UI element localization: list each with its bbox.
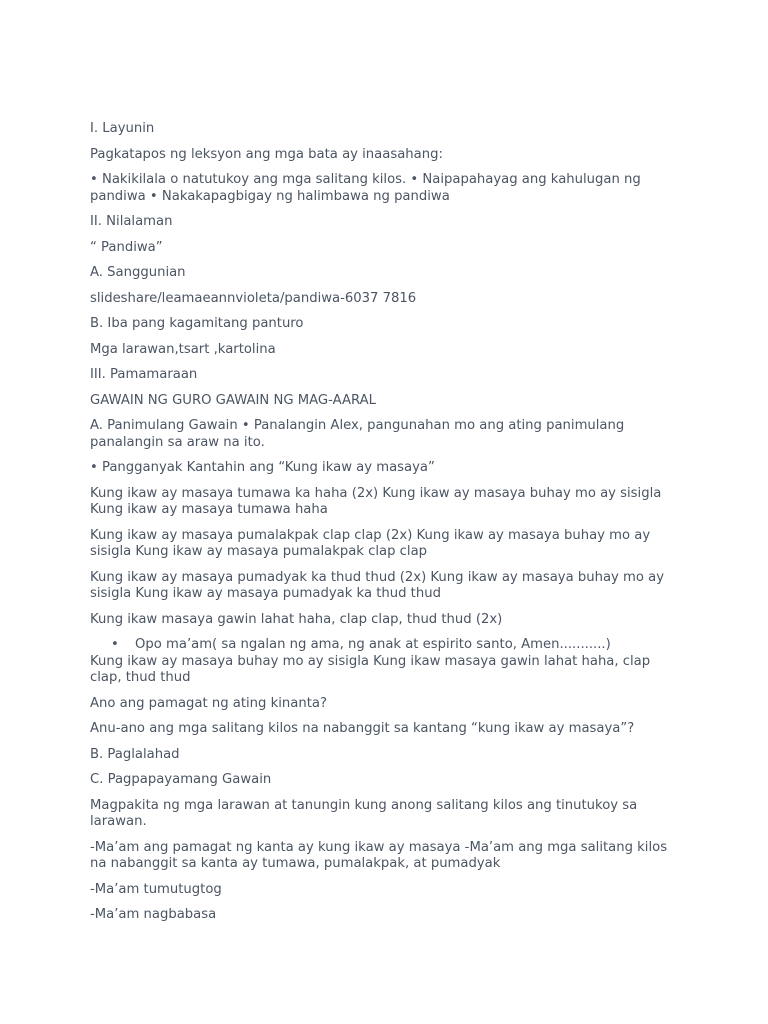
heading-paglalahad: B. Paglalahad <box>90 746 180 762</box>
paragraph-pangganyak: • Pangganyak Kantahin ang “Kung ikaw ay masaya” <box>90 460 435 475</box>
paragraph-question-1: Ano ang pamagat ng ating kinanta? <box>90 695 327 711</box>
heading-kagamitan: B. Iba pang kagamitang panturo <box>90 316 304 331</box>
heading-sanggunian: A. Sanggunian <box>90 265 186 280</box>
document-page <box>90 121 680 933</box>
paragraph-topic: “ Pandiwa” <box>90 239 163 255</box>
paragraph-song-verse-2: Kung ikaw ay masaya pumalakpak clap clap (2x) Kung ikaw ay masaya buhay mo ay sisigla Kung ikaw ay masaya pumalakpak clap clap <box>90 527 651 559</box>
heading-pagpapayamang-gawain: C. Pagpapayamang Gawain <box>90 772 272 787</box>
paragraph-panimulang-gawain: A. Panimulang Gawain • Panalangin Alex, pangunahan mo ang ating panimulang panalangin sa araw na ito. <box>90 418 625 450</box>
paragraph-columns-heading: GAWAIN NG GURO GAWAIN NG MAG-AARAL <box>90 392 377 408</box>
paragraph-materials: Mga larawan,tsart ,kartolina <box>90 341 276 357</box>
paragraph-song-verse-1: Kung ikaw ay masaya tumawa ka haha (2x) Kung ikaw ay masaya buhay mo ay sisigla Kung ikaw ay masaya tumawa haha <box>90 485 662 517</box>
paragraph-reference: slideshare/leamaeannvioleta/pandiwa-6037 7816 <box>90 290 417 306</box>
bullet-icon: • <box>111 637 119 652</box>
paragraph-answer-nagbabasa: -Ma’am nagbabasa <box>90 907 217 922</box>
paragraph-intro: Pagkatapos ng leksyon ang mga bata ay inaasahang: <box>90 146 443 162</box>
paragraph-song-ending: Kung ikaw ay masaya buhay mo ay sisigla Kung ikaw masaya gawin lahat haha, clap clap, thud thud <box>90 653 651 685</box>
paragraph-answer-tumutugtog: -Ma’am tumutugtog <box>90 881 222 897</box>
paragraph-question-2: Anu-ano ang mga salitang kilos na nabanggit sa kantang “kung ikaw ay masaya”? <box>90 721 635 736</box>
section-heading-pamamaraan: III. Pamamaraan <box>90 367 198 382</box>
section-heading-nilalaman: II. Nilalaman <box>90 214 173 229</box>
section-heading-layunin: I. Layunin <box>90 121 155 136</box>
list-item-prayer-response <box>90 637 680 654</box>
paragraph-student-answer: -Ma’am ang pamagat ng kanta ay kung ikaw ay masaya -Ma’am ang mga salitang kilos na nabanggit sa kanta ay tumawa, pumalakpak, at pumadyak <box>90 839 668 871</box>
paragraph-song-verse-3: Kung ikaw ay masaya pumadyak ka thud thud (2x) Kung ikaw ay masaya buhay mo ay sisigla Kung ikaw ay masaya pumadyak ka thud thud <box>90 569 665 601</box>
paragraph-instruction: Magpakita ng mga larawan at tanungin kung anong salitang kilos ang tinutukoy sa larawan. <box>90 797 638 829</box>
paragraph-objectives: • Nakikilala o natutukoy ang mga salitang kilos. • Naipapahayag ang kahulugan ng pandiwa • Nakakapagbigay ng halimbawa ng pandiwa <box>90 172 641 204</box>
paragraph-song-verse-4: Kung ikaw masaya gawin lahat haha, clap clap, thud thud (2x) <box>90 611 503 627</box>
list-item-text: Opo ma’am( sa ngalan ng ama, ng anak at espirito santo, Amen...........) <box>135 637 611 652</box>
